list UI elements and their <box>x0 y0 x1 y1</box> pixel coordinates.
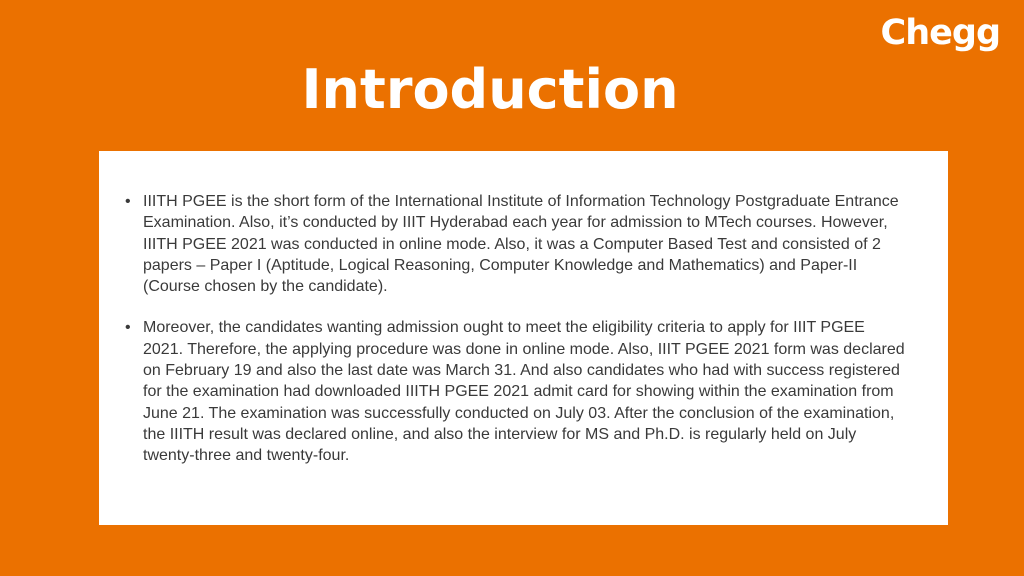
content-panel <box>99 151 948 525</box>
slide-title: Introduction <box>301 58 679 121</box>
chegg-logo: Chegg <box>880 13 1000 53</box>
bullet-text-2: Moreover, the candidates wanting admission ought to meet the eligibility criteria to apply for IIIT PGEE 2021. Therefore, the applying procedure was done in online mode. Also, IIIT PGEE 2021 form was declared on February 19 and also the last date was March 31. And also candidates who had with success registered for the examination had downloaded IIITH PGEE 2021 admit card for showing within the examination from June 21. The examination was successfully conducted on July 03. After the conclusion of the examination, the IIITH result was declared online, and also the interview for MS and Ph.D. is regularly held on July twenty-three and twenty-four. <box>143 319 905 465</box>
bullet-item-2 <box>121 317 908 466</box>
bullet-dot-icon: • <box>125 193 131 210</box>
bullet-text-1: IIITH PGEE is the short form of the International Institute of Information Technology Postgraduate Entrance Examination. Also, it’s conducted by IIIT Hyderabad each year for admission to MTech courses. However, IIITH PGEE 2021 was conducted in online mode. Also, it was a Computer Based Test and consisted of 2 papers – Paper I (Aptitude, Logical Reasoning, Computer Knowledge and Mathematics) and Paper-II (Course chosen by the candidate). <box>143 193 899 296</box>
bullet-list <box>121 191 908 467</box>
bullet-item-1 <box>121 191 908 297</box>
bullet-dot-icon: • <box>125 319 131 337</box>
